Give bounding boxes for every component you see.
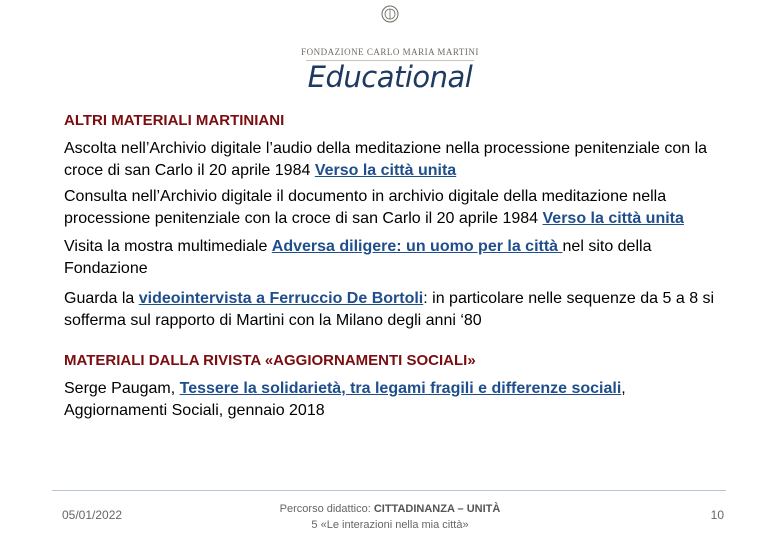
paragraph-audio bbox=[64, 138, 724, 182]
brand-educational: Educational bbox=[307, 60, 473, 94]
footer-course bbox=[210, 501, 570, 533]
paragraph-text: Serge Paugam, bbox=[64, 380, 180, 397]
paragraph-document bbox=[64, 186, 724, 230]
section-heading-rivista: MATERIALI DALLA RIVISTA «AGGIORNAMENTI SOCIALI» bbox=[64, 352, 476, 369]
page-number: 10 bbox=[710, 508, 724, 522]
link-videointervista[interactable]: videointervista a Ferruccio De Bortoli bbox=[138, 290, 424, 307]
link-adversa-diligere[interactable]: Adversa diligere: un uomo per la città bbox=[271, 238, 563, 255]
paragraph-text: Ascolta nell’Archivio digitale l’audio della meditazione nella processione penitenziale con la croce di san Carlo il 20 aprile 1984 bbox=[64, 140, 708, 179]
footer-divider bbox=[52, 490, 726, 491]
footer-course-title: CITTADINANZA – UNITÀ bbox=[373, 503, 501, 515]
link-verso-la-citta-unita-document[interactable]: Verso la città unita bbox=[542, 210, 684, 227]
paragraph-article bbox=[64, 378, 724, 422]
link-verso-la-citta-unita-audio[interactable]: Verso la città unita bbox=[314, 162, 457, 179]
paragraph-text: nel sito della Fondazione bbox=[64, 238, 652, 277]
seal-icon bbox=[381, 5, 399, 23]
link-tessere-la-solidarieta[interactable]: Tessere la solidarietà, tra legami fragili e differenze sociali bbox=[179, 380, 622, 397]
paragraph-text: Consulta nell’Archivio digitale il documento in archivio digitale della meditazione nella processione penitenziale con la croce di san Carlo il 20 aprile 1984 bbox=[64, 188, 667, 227]
paragraph-text: Guarda la bbox=[64, 290, 139, 307]
footer-course-line2: 5 «Le interazioni nella mia città» bbox=[311, 519, 469, 531]
paragraph-interview bbox=[64, 288, 724, 332]
foundation-name: FONDAZIONE CARLO MARIA MARTINI bbox=[301, 47, 479, 57]
paragraph-text: , Aggiornamenti Sociali, gennaio 2018 bbox=[64, 380, 626, 419]
header-logo bbox=[300, 0, 480, 100]
slide-content bbox=[64, 110, 724, 422]
paragraph-exhibition bbox=[64, 236, 724, 280]
footer-course-prefix: Percorso didattico: bbox=[279, 503, 374, 515]
paragraph-text: Visita la mostra multimediale bbox=[64, 238, 272, 255]
paragraph-text: : in particolare nelle sequenze da 5 a 8 si sofferma sul rapporto di Martini con la Milano degli anni ‘80 bbox=[64, 290, 715, 329]
footer-course-line1 bbox=[210, 501, 570, 517]
section-heading-altri-materiali: ALTRI MATERIALI MARTINIANI bbox=[64, 112, 285, 129]
footer-date: 05/01/2022 bbox=[62, 508, 123, 522]
